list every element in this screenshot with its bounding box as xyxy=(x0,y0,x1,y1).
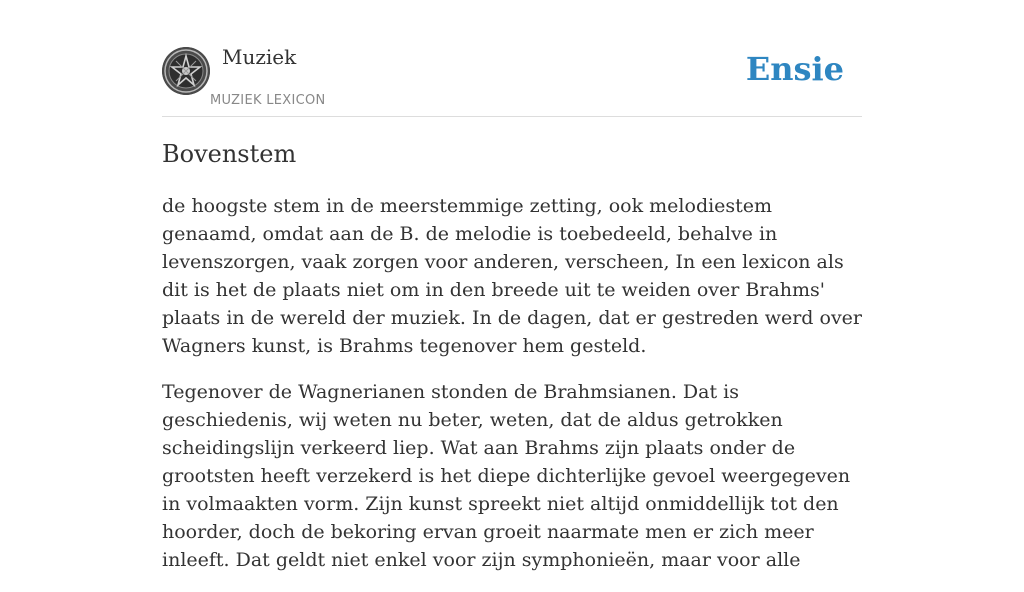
category-avatar[interactable] xyxy=(162,47,210,95)
article-paragraph: de hoogste stem in de meerstemmige zetting, ook melodiestem genaamd, omdat aan de B. de melodie is toebedeeld, behalve in levenszorgen, vaak zorgen voor anderen, verscheen, In een lexicon als dit is het de plaats niet om in den breede uit te weiden over Brahms' plaats in de wereld der muziek. In de dagen, dat er gestreden werd over Wagners kunst, is Brahms tegenover hem gesteld. xyxy=(162,195,863,357)
brand-logo-link[interactable]: Ensie xyxy=(745,50,844,88)
article-body xyxy=(162,192,862,592)
article-title: Bovenstem xyxy=(162,140,297,168)
category-title[interactable]: Muziek xyxy=(222,45,297,69)
seal-emblem-icon xyxy=(162,47,210,95)
page-container xyxy=(162,0,863,571)
article-paragraph: Tegenover de Wagnerianen stonden de Brahmsianen. Dat is geschiedenis, wij weten nu beter, weten, dat de aldus getrokken scheidingslijn verkeerd liep. Wat aan Brahms zijn plaats onder de grootsten heeft verzekerd is het diepe dichterlijke gevoel weergegeven in volmaakten vorm. Zijn kunst spreekt niet altijd onmiddellijk tot den hoorder, doch de bekoring ervan groeit naarmate men er zich meer inleeft. Dat geldt niet enkel voor zijn symphonieën, maar voor alle xyxy=(162,381,851,571)
page-header xyxy=(162,0,862,117)
category-subtitle[interactable]: MUZIEK LEXICON xyxy=(210,93,326,108)
